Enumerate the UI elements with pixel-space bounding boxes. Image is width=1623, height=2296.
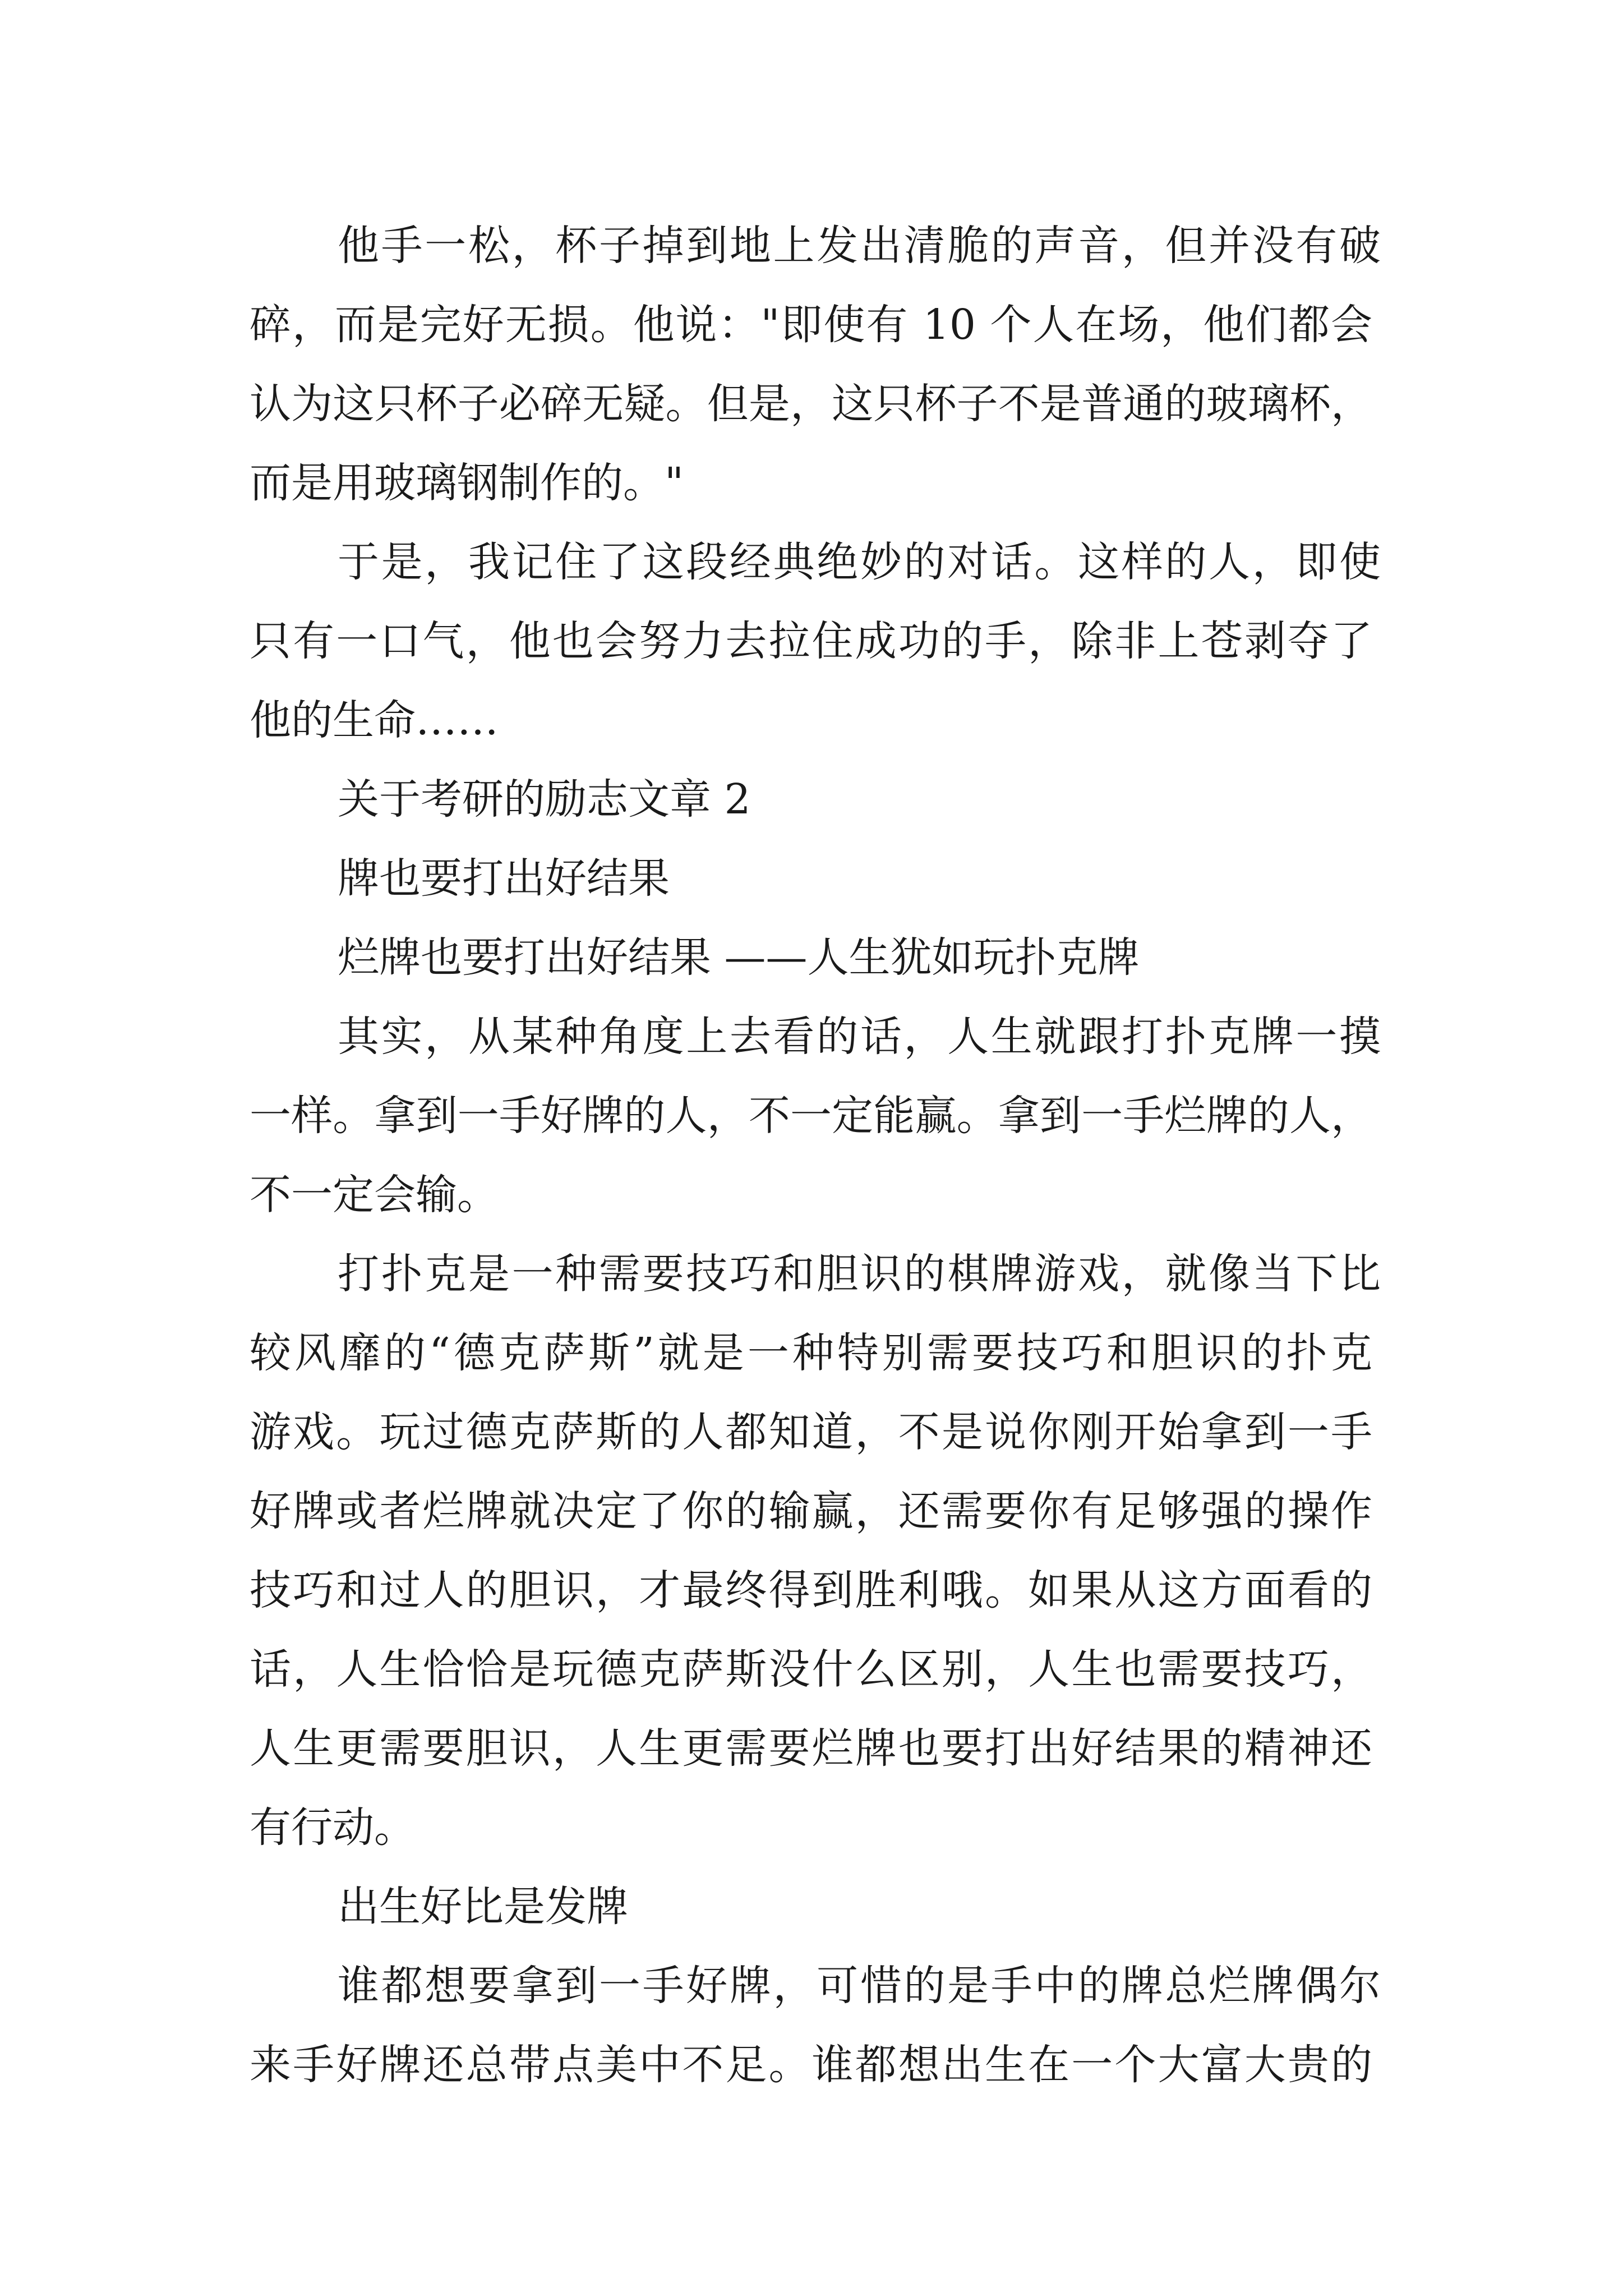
text-line: 于是，我记住了这段经典绝妙的对话。这样的人，即使 [338,538,1381,586]
text-line: 他手一松，杯子掉到地上发出清脆的声音，但并没有破 [338,222,1381,270]
text-line: 来手好牌还总带点美中不足。谁都想出生在一个大富大贵的 [250,2041,1372,2089]
text-line: 打扑克是一种需要技巧和胆识的棋牌游戏，就像当下比 [338,1250,1381,1298]
text-line: 技巧和过人的胆识，才最终得到胜利哦。如果从这方面看的 [250,1566,1372,1614]
article-title: 牌也要打出好结果 [338,854,670,903]
text-line: 较风靡的“德克萨斯”就是一种特别需要技巧和胆识的扑克 [250,1329,1372,1377]
section-subheading: 出生好比是发牌 [338,1883,628,1931]
text-line: 认为这只杯子必碎无疑。但是，这只杯子不是普通的玻璃杯， [250,380,1372,428]
text-line: 话，人生恰恰是玩德克萨斯没什么区别，人生也需要技巧， [250,1645,1372,1694]
text-line: 有行动。 [250,1803,416,1852]
text-line: 人生更需要胆识，人生更需要烂牌也要打出好结果的精神还 [250,1724,1372,1773]
article-subtitle: 烂牌也要打出好结果 ——人生犹如玩扑克牌 [338,933,1140,982]
text-line: 其实，从某种角度上去看的话，人生就跟打扑克牌一摸 [338,1013,1381,1061]
text-line: 只有一口气，他也会努力去拉住成功的手，除非上苍剥夺了 [250,617,1372,665]
text-line: 一样。拿到一手好牌的人，不一定能赢。拿到一手烂牌的人， [250,1092,1372,1140]
text-line: 不一定会输。 [250,1171,499,1219]
text-line: 而是用玻璃钢制作的。" [250,459,684,507]
text-line: 游戏。玩过德克萨斯的人都知道，不是说你刚开始拿到一手 [250,1408,1372,1456]
text-line: 谁都想要拿到一手好牌，可惜的是手中的牌总烂牌偶尔 [338,1962,1381,2010]
section-heading: 关于考研的励志文章 2 [338,775,751,823]
text-line: 他的生命…… [250,696,499,744]
text-line: 碎，而是完好无损。他说："即使有 10 个人在场，他们都会 [250,301,1372,349]
text-line: 好牌或者烂牌就决定了你的输赢，还需要你有足够强的操作 [250,1487,1372,1535]
